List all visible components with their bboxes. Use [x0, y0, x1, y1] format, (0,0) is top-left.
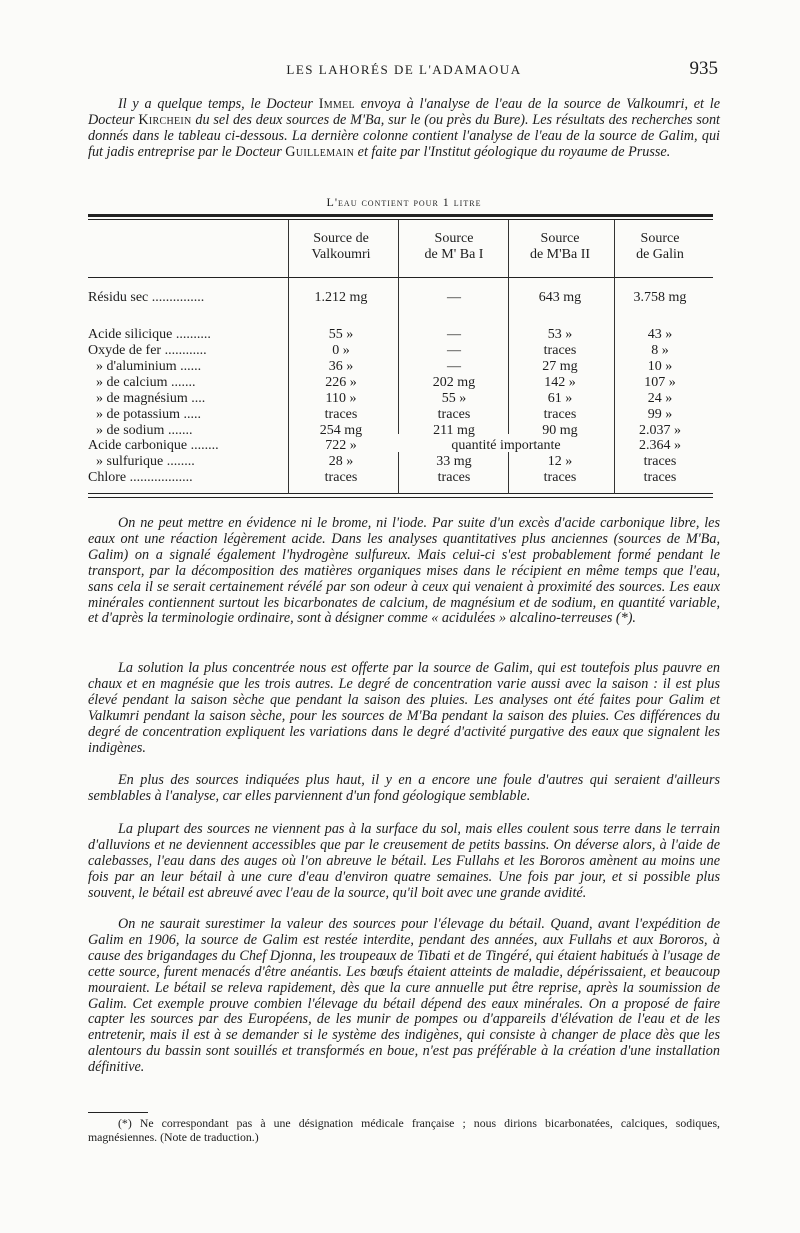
row-label: Oxyde de fer ............: [88, 343, 207, 358]
table-cell: 53 »: [547, 327, 573, 342]
table-cell: 211 mg: [433, 423, 475, 438]
column-header-line: de M'Ba II: [529, 247, 591, 262]
row-label-residu: Résidu sec ...............: [88, 290, 205, 305]
table-cell: 99 »: [647, 407, 673, 422]
footnote: (*) Ne correspondant pas à une désignation médicale française ; nous dirions bicarbonatées, calciques, sodiques, magnésiennes. (Note de traduction.): [88, 1116, 720, 1144]
column-header-line: Valkoumri: [311, 247, 371, 262]
column-header-line: Source: [640, 231, 680, 246]
table-cell: 55 »: [328, 327, 354, 342]
table-header-rule: [88, 277, 713, 278]
table-cell: traces: [324, 470, 358, 485]
intro-text-2: envoya à l'analyse de l'eau de la source de Valkoumri, et le Docteur: [88, 96, 720, 128]
table-cell: 61 »: [547, 391, 573, 406]
table-cell: 643 mg: [538, 290, 582, 305]
column-divider-2b: [398, 452, 399, 494]
table-cell: 226 »: [325, 375, 357, 390]
table-bottom-rule-thin: [88, 493, 713, 494]
author-name-immel: Immel: [318, 96, 355, 112]
body-paragraph: La solution la plus concentrée nous est offerte par la source de Galim, qui est toutefois plus pauvre en chaux et en magnésie que les trois autres. Le degré de concentration varie aussi avec la saison : il est plus élevé pendant la saison sèche que pendant la saison des pluies. Les analyses ont été faites pour Galim et Valkumri pendant la saison sèche, pour les sources de M'Ba pendant la saison des pluies. Ces différences du degré de concentration expliquent les variations dans le degré d'activité purgative des eaux que signalent les indigènes.: [88, 660, 720, 756]
table-cell: 142 »: [544, 375, 576, 390]
row-label: » sulfurique ........: [96, 454, 195, 469]
table-cell: traces: [437, 407, 471, 422]
table-cell: 3.758 mg: [633, 290, 687, 305]
running-title: LES LAHORÉS DE L'ADAMAOUA: [286, 62, 522, 77]
page-number: 935: [689, 58, 718, 79]
table-cell: —: [447, 359, 461, 374]
table-cell: 24 »: [647, 391, 673, 406]
table-cell: 12 »: [547, 454, 573, 469]
row-label: Chlore ..................: [88, 470, 193, 485]
column-header-mba-1: [400, 231, 508, 263]
table-cell: traces: [543, 407, 577, 422]
intro-paragraph: [88, 97, 720, 161]
column-header-line: Source: [540, 231, 580, 246]
table-cell: 722 »: [325, 438, 357, 453]
table-top-rule-thick: [88, 214, 713, 217]
table-cell: —: [447, 327, 461, 342]
table-cell: 55 »: [441, 391, 467, 406]
table-cell: traces: [437, 470, 471, 485]
column-header-line: de Galin: [636, 247, 684, 262]
table-cell: 110 »: [325, 391, 357, 406]
table-cell: 107 »: [644, 375, 676, 390]
body-paragraph: En plus des sources indiquées plus haut, il y en a encore une foule d'autres qui seraient d'ailleurs semblables à l'analyse, car elles parviennent d'un fond géologique semblable.: [88, 772, 720, 804]
table-cell: 10 »: [647, 359, 673, 374]
table-cell: 43 »: [647, 327, 673, 342]
column-header-valkoumri: [288, 231, 394, 263]
table-cell: 2.364 »: [639, 438, 681, 453]
table-cell: —: [447, 343, 461, 358]
table-top-rule-thin: [88, 219, 713, 220]
table-cell: traces: [643, 470, 677, 485]
table-cell: 27 mg: [542, 359, 578, 374]
body-paragraph: On ne saurait surestimer la valeur des sources pour l'élevage du bétail. Quand, avant l'expédition de Galim en 1906, la source de Galim est restée interdite, pendant des années, aux Fullahs et aux Bororos, à cause des brigandages du Chef Djonna, les troupeaux de Tibati et de Tingéré, qui étaient habitués à l'usage de cette source, furent menacés d'être anéantis. Les bœufs étaient atteints de maladie, dépérissaient, et beaucoup mouraient. Le bétail se releva rapidement, dès que la cure annuelle put être reprise, après la soumission de Galim. Cet exemple prouve combien l'élevage du bétail dépend des eaux minérales. On a proposé de faire capter les sources par des Européens, de les munir de pompes ou d'appareils d'élévation de l'eau et de les entretenir, mais il est à se demander si le système des indigènes, qui consiste à changer de place dès que les alentours du bassin sont souillés et transformés en boue, n'est pas préférable à la création d'une installation définitive.: [88, 916, 720, 1076]
intro-text-1: Il y a quelque temps, le Docteur: [118, 96, 319, 112]
table-cell: 202 mg: [432, 375, 476, 390]
table-cell: 28 »: [328, 454, 354, 469]
intro-text-3: du sel des deux sources de M'Ba, sur le (ou près du Bure). Les résultats des recherches sont donnés dans le tableau ci-dessous. La dernière colonne contient l'analyse de l'eau de la source de Galim, qui fut jadis entreprise par le Docteur: [88, 111, 720, 160]
intro-text-4: et faite par l'Institut géologique du royaume de Prusse.: [354, 143, 671, 160]
row-label: » d'aluminium ......: [96, 359, 202, 374]
column-header-line: de M' Ba I: [424, 247, 484, 262]
running-header: [88, 58, 720, 82]
table-cell: traces: [543, 343, 577, 358]
table-cell: 0 »: [332, 343, 350, 358]
table-cell: 36 »: [328, 359, 354, 374]
table-cell: —: [447, 290, 461, 305]
body-paragraph: La plupart des sources ne viennent pas à la surface du sol, mais elles coulent sous terre dans le terrain d'alluvions et ne deviennent accessibles que par le creusement de petits bassins. On déverse alors, à l'aide de calebasses, l'eau dans des auges où l'on abreuve le bétail. Les Fullahs et les Bororos amènent au moins une fois par an leur bétail à une cure d'eau d'environ quatre semaines. Une fois par jour, et si possible plus souvent, le bétail est abreuvé avec l'eau de la source, qu'il boit avec une grande avidité.: [88, 821, 720, 901]
column-header-galim: [612, 231, 708, 263]
row-label: » de magnésium ....: [96, 391, 206, 406]
table-cell: traces: [543, 470, 577, 485]
column-header-line: Source: [434, 231, 474, 246]
column-divider-2a: [398, 220, 399, 434]
column-header-mba-2: [508, 231, 612, 263]
table-bottom-rule: [88, 497, 713, 498]
table-cell: traces: [324, 407, 358, 422]
table-cell: 90 mg: [542, 423, 578, 438]
table-cell: traces: [643, 454, 677, 469]
table-cell: 254 mg: [319, 423, 363, 438]
table-cell: 8 »: [651, 343, 669, 358]
table-caption: L'eau contient pour 1 litre: [326, 195, 482, 209]
author-name-kirchein: Kirchein: [138, 111, 192, 128]
author-name-guillemain: Guillemain: [285, 143, 355, 160]
table-cell: 33 mg: [436, 454, 472, 469]
row-label: Acide carbonique ........: [88, 438, 219, 453]
row-label: Acide silicique ..........: [88, 327, 211, 342]
table-cell-spanning: quantité importante: [451, 438, 561, 453]
column-header-line: Source de: [313, 231, 369, 246]
row-label: » de sodium .......: [96, 423, 193, 438]
footnote-separator: [88, 1112, 148, 1113]
row-label: » de potassium .....: [96, 407, 201, 422]
table-cell: 1.212 mg: [314, 290, 368, 305]
row-label: » de calcium .......: [96, 375, 196, 390]
table-cell: 2.037 »: [639, 423, 681, 438]
body-paragraph: On ne peut mettre en évidence ni le brome, ni l'iode. Par suite d'un excès d'acide carbonique libre, les eaux ont une réaction légèrement acide. Dans les analyses quantitatives plus anciennes (sources de M'Ba, Galim) on a signalé également l'hydrogène sulfureux. Mais celui-ci s'est probablement formé pendant le transport, par la décomposition des matières organiques mises dans le récipient en même temps que l'eau, sans cela il se serait certainement révélé par son odeur à ceux qui venaient à proximité des sources. Les eaux minérales contiennent surtout les bicarbonates de calcium, de magnésium et de sodium, en quantité variable, et d'après la terminologie ordinaire, sont à désigner comme « acidulées » alcalino-terreuses (*).: [88, 515, 720, 627]
